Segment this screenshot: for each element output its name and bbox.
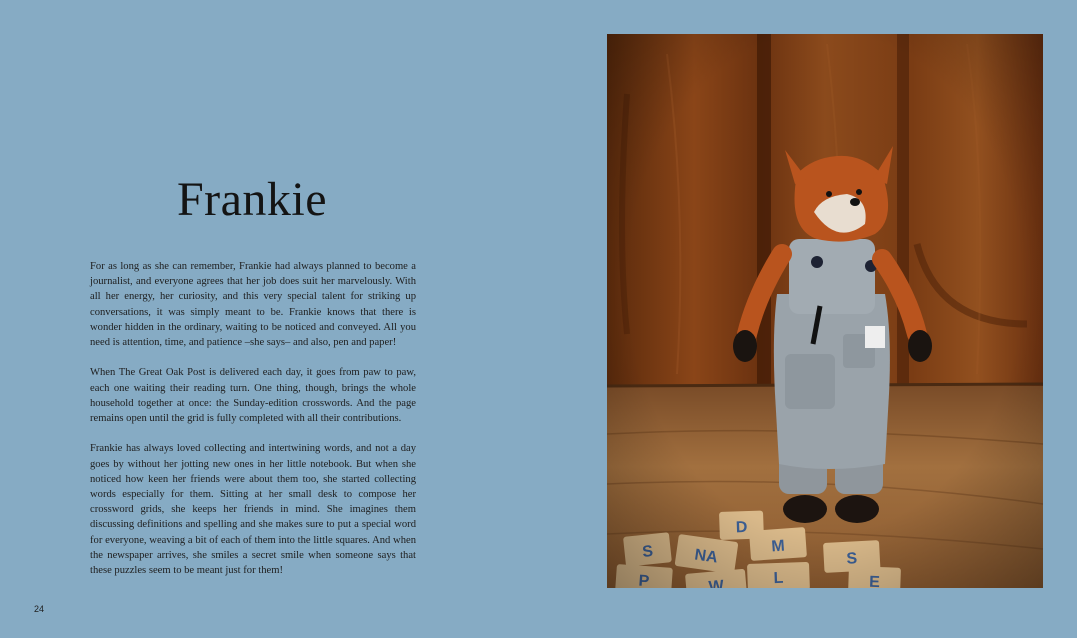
story-text — [90, 259, 416, 593]
fox-photo — [607, 34, 1043, 588]
page-title: Frankie — [176, 173, 328, 226]
page-number: 24 — [34, 604, 45, 614]
paragraph-1: For as long as she can remember, Frankie had always planned to become a journalist, and everyone agrees that her job does suit her marvelously. With all her energy, her curiosity, and this very special talent for striking up conversations, it was simply meant to be. Frankie knows that there is wonder hidden in the ordinary, waiting to be noticed and conveyed. All you need is attention, time, and patience –she says– and also, pen and paper! — [90, 261, 416, 349]
paragraph-2: When The Great Oak Post is delivered each day, it goes from paw to paw, each one waiting their reading turn. One thing, though, brings the whole household together at once: the Sunday-edition crosswords. And the page remains open until the grid is fully completed with all their contributions. — [90, 367, 416, 425]
paragraph-3: Frankie has always loved collecting and intertwining words, and not a day goes by without her jotting new ones in her little notebook. But when she noticed how keen her friends were about them too, she started collecting words especially for them. Sitting at her small desk to compose her crossword grids, she keeps her friends in mind. She imagines them discussing definitions and spelling and she makes sure to put a special word for everyone, weaving a bit of each of them into the little squares. And when the newspaper arrives, she smiles a secret smile when someone says that these puzzles seem to be meant just for them! — [90, 443, 416, 577]
